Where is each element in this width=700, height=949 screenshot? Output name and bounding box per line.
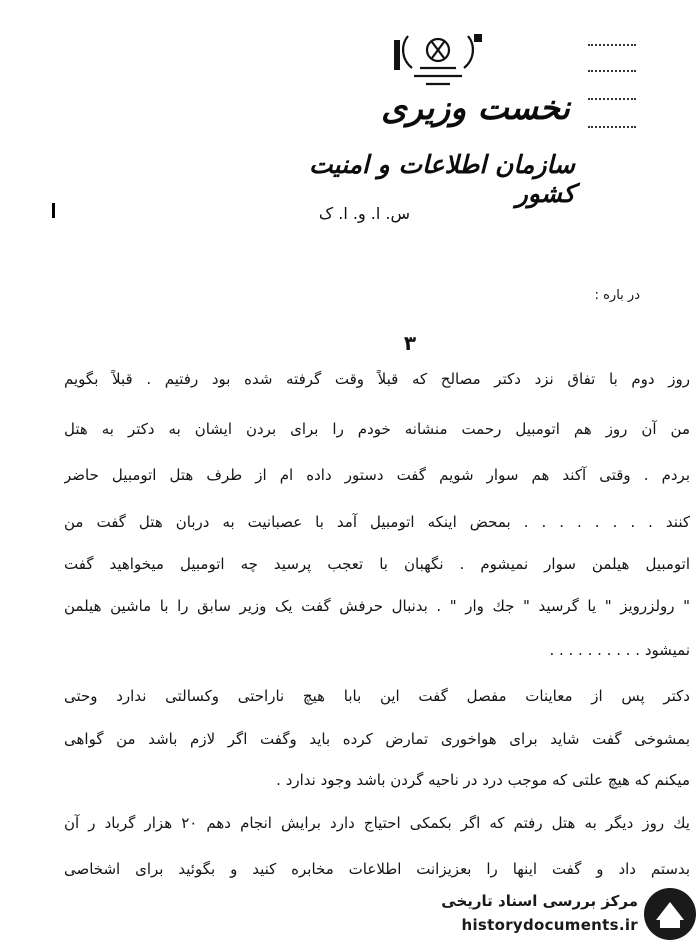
body-line: اتومبیل هیلمن سوار نمیشوم . نگهبان با تعجب پرسید چه اتومبیل میخواهید گفت <box>64 555 690 573</box>
coat-of-arms-emblem <box>390 28 490 90</box>
watermark-title: مرکز بررسی اسناد تاریخی <box>441 892 638 910</box>
body-line: میکنم که هیچ علتی که موجب درد در ناحیه گردن باشد وجود ندارد . <box>276 771 690 789</box>
body-line: بمشوخی گفت شاید برای هواخوری تمارض کرده باید وگفت اگر لازم باشد من گواهی <box>64 730 690 748</box>
letterhead-title: نخست وزیری <box>381 88 570 127</box>
archive-logo-icon <box>642 886 698 942</box>
body-line: نمیشود . . . . . . . . . . <box>549 641 690 659</box>
body-line: بردم . وقتی آکند هم سوار شویم گفت دستور داده ام از طرف هتل اتومبیل حاضر <box>64 466 690 484</box>
header-dotted-line-3 <box>588 98 636 100</box>
body-line: من آن روز هم اتومبیل رحمت منشانه خودم را برای بردن ایشان به دکتر به هتل <box>64 420 690 438</box>
watermark-url: historydocuments.ir <box>461 916 638 934</box>
body-line: کنند . . . . . . . . بمحض اینکه اتومبیل آمد با عصبانیت به دربان هتل گفت من <box>64 513 690 531</box>
body-line: یك روز دیگر به هتل رفتم که اگر بکمکی احتیاج دارد برایش انجام دهم ۲۰ هزار گرباد ر آن <box>64 814 690 832</box>
subject-field-label: در باره : <box>594 288 640 303</box>
letterhead-organization: سازمان اطلاعات و امنیت کشور <box>309 150 575 208</box>
header-dotted-line-1 <box>588 44 636 46</box>
body-line: " رولزرویز " یا گرسید " جك وار " . بدنبال حرفش گفت یک وزیر سابق را با ماشین هیلمن <box>64 597 690 615</box>
archive-watermark <box>420 884 700 949</box>
body-line: روز دوم با تفاق نزد دکتر مصالح که قبلاً وقت گرفته شده بود رفتیم . قبلاً بگویم <box>64 370 690 388</box>
header-dotted-line-2 <box>588 70 636 72</box>
letterhead-reference: س. ا. و. ا. ک <box>318 204 410 223</box>
body-line: بدستم داد و گفت اینها را بعزیزانت اطلاعات مخابره کنید و بگوئید برای اشخاصی <box>64 860 690 878</box>
margin-mark <box>52 203 55 218</box>
header-dotted-line-4 <box>588 126 636 128</box>
body-line: دکتر پس از معاینات مفصل گفت این بابا هیچ ناراحتی وکسالتی ندارد وحتی <box>64 687 690 705</box>
page-number: ۳ <box>403 331 417 355</box>
